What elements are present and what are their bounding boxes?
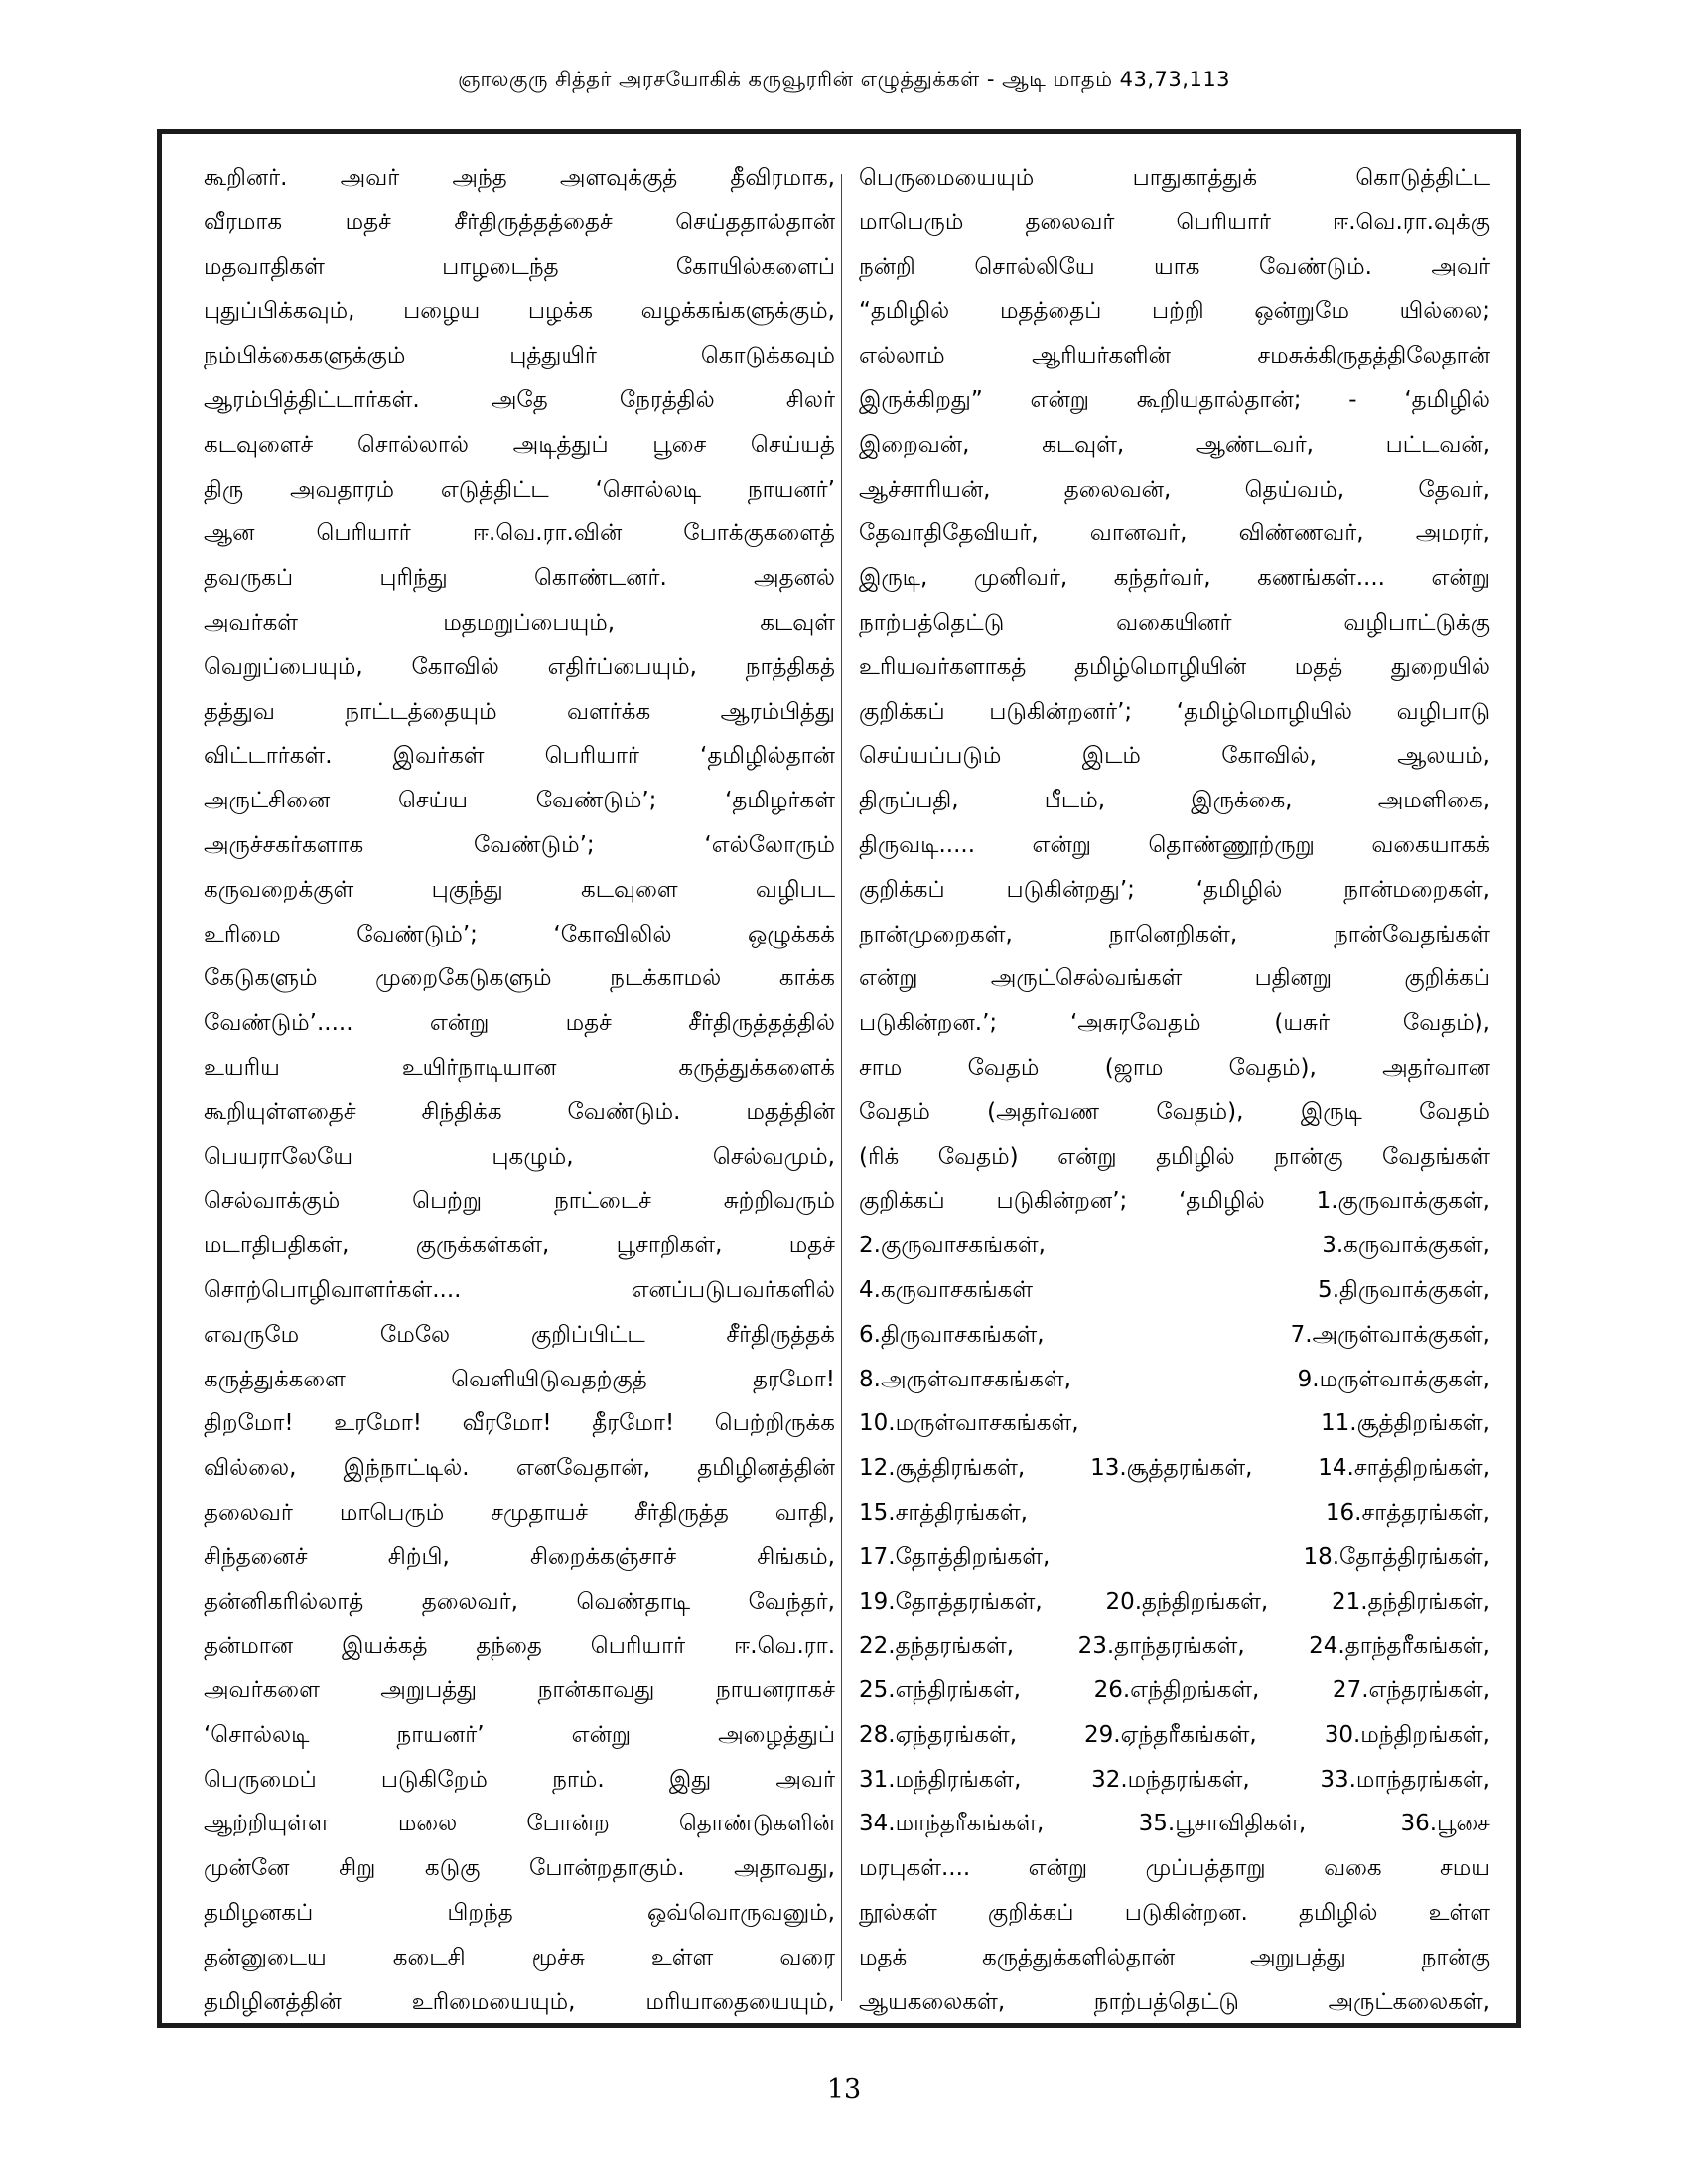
text-line: திறமோ! உரமோ! வீரமோ! தீரமோ! பெற்றிருக்க (204, 1410, 835, 1437)
text-line: 28.ஏந்தரங்கள், 29.ஏந்தரீகங்கள், 30.மந்திறங்கள், (859, 1721, 1490, 1748)
text-line: “தமிழில் மதத்தைப் பற்றி ஒன்றுமே யில்லை; (859, 298, 1490, 325)
text-line: கூறினர். அவர் அந்த அளவுக்குத் தீவிரமாக, (204, 165, 835, 191)
text-line: நம்பிக்கைகளுக்கும் புத்துயிர் கொடுக்கவும் (204, 343, 835, 369)
text-line: அருச்சகர்களாக வேண்டும்’; ‘எல்லோரும் (204, 831, 835, 858)
text-line: மதக் கருத்துக்களில்தான் அறுபத்து நான்கு (859, 1944, 1490, 1970)
text-line: இருக்கிறது” என்று கூறியதால்தான்; - ‘தமிழில் (859, 386, 1490, 413)
text-line: மடாதிபதிகள், குருக்கள்கள், பூசாறிகள், மதச் (204, 1233, 835, 1259)
text-line: 34.மாந்தரீகங்கள், 35.பூசாவிதிகள், 36.பூசை (859, 1811, 1490, 1837)
text-line: தன்மான இயக்கத் தந்தை பெரியார் ஈ.வெ.ரா. (204, 1633, 835, 1660)
text-line: குறிக்கப் படுகின்றது’; ‘தமிழில் நான்மறைகள், (859, 876, 1490, 903)
text-line: உரியவர்களாகத் தமிழ்மொழியின் மதத் துறையில் (859, 654, 1490, 680)
text-line: கூறியுள்ளதைச் சிந்திக்க வேண்டும். மதத்தின் (204, 1098, 835, 1125)
text-line: உயரிய உயிர்நாடியான கருத்துக்களைக் (204, 1054, 835, 1081)
text-line: 4.கருவாசகங்கள் 5.திருவாக்குகள், (859, 1276, 1490, 1303)
text-line: அவர்கள் மதமறுப்பையும், கடவுள் (204, 609, 835, 636)
text-line: 8.அருள்வாசகங்கள், 9.மருள்வாக்குகள், (859, 1366, 1490, 1392)
text-line: வில்லை, இந்நாட்டில். எனவேதான், தமிழினத்தின் (204, 1455, 835, 1482)
text-line: படுகின்றன.’; ‘அசுரவேதம் (யசுர் வேதம்), (859, 1010, 1490, 1037)
text-line: தலைவர் மாபெரும் சமுதாயச் சீர்திருத்த வாதி, (204, 1499, 835, 1526)
text-line: நன்றி சொல்லியே யாக வேண்டும். அவர் (859, 253, 1490, 280)
text-line: ‘சொல்லடி நாயனர்’ என்று அழைத்துப் (204, 1721, 835, 1748)
text-line: 10.மருள்வாசகங்கள், 11.சூத்திறங்கள், (859, 1410, 1490, 1437)
text-line: 25.எந்திரங்கள், 26.எந்திறங்கள், 27.எந்தரங்கள், (859, 1677, 1490, 1704)
text-line: வேண்டும்’..... என்று மதச் சீர்திருத்தத்தில் (204, 1010, 835, 1037)
text-line: ஆன பெரியார் ஈ.வெ.ரா.வின் போக்குகளைத் (204, 520, 835, 547)
text-line: நூல்கள் குறிக்கப் படுகின்றன. தமிழில் உள்ள (859, 1900, 1490, 1927)
column-divider (841, 174, 842, 2001)
text-line: 31.மந்திரங்கள், 32.மந்தரங்கள், 33.மாந்தரங்கள், (859, 1766, 1490, 1793)
text-line: ஆரம்பித்திட்டார்கள். அதே நேரத்தில் சிலர் (204, 386, 835, 413)
text-line: வெறுப்பையும், கோவில் எதிர்ப்பையும், நாத்திகத் (204, 654, 835, 680)
text-line: தவருகப் புரிந்து கொண்டனர். அதனல் (204, 565, 835, 592)
text-line: மாபெரும் தலைவர் பெரியார் ஈ.வெ.ரா.வுக்கு (859, 209, 1490, 235)
text-line: வேதம் (அதர்வண வேதம்), இருடி வேதம் (859, 1098, 1490, 1125)
text-line: புதுப்பிக்கவும், பழைய பழக்க வழக்கங்களுக்கும், (204, 298, 835, 325)
text-line: அருட்சினை செய்ய வேண்டும்’; ‘தமிழர்கள் (204, 788, 835, 814)
text-line: திருப்பதி, பீடம், இருக்கை, அமளிகை, (859, 788, 1490, 814)
left-column (204, 156, 835, 2024)
text-line: எல்லாம் ஆரியர்களின் சமசுக்கிருதத்திலேதான் (859, 343, 1490, 369)
text-line: 22.தந்தரங்கள், 23.தாந்தரங்கள், 24.தாந்தரீகங்கள், (859, 1633, 1490, 1660)
text-line: 6.திருவாசகங்கள், 7.அருள்வாக்குகள், (859, 1321, 1490, 1348)
text-line: தன்னிகரில்லாத் தலைவர், வெண்தாடி வேந்தர், (204, 1588, 835, 1615)
text-line: உரிமை வேண்டும்’; ‘கோவிலில் ஒழுக்கக் (204, 921, 835, 947)
text-line: விட்டார்கள். இவர்கள் பெரியார் ‘தமிழில்தான் (204, 743, 835, 770)
text-line: வீரமாக மதச் சீர்திருத்தத்தைச் செய்ததால்தான் (204, 209, 835, 235)
text-line: கடவுளைச் சொல்லால் அடித்துப் பூசை செய்யத் (204, 431, 835, 458)
text-line: 12.சூத்திரங்கள், 13.சூத்தரங்கள், 14.சாத்திறங்கள், (859, 1455, 1490, 1482)
text-line: கருவறைக்குள் புகுந்து கடவுளை வழிபட (204, 876, 835, 903)
text-line: தன்னுடைய கடைசி மூச்சு உள்ள வரை (204, 1944, 835, 1970)
text-line: பெயராலேயே புகழும், செல்வமும், (204, 1143, 835, 1170)
text-line: ஆயகலைகள், நாற்பத்தெட்டு அருட்கலைகள், (859, 1988, 1490, 2015)
text-line: ஆச்சாரியன், தலைவன், தெய்வம், தேவர், (859, 476, 1490, 503)
text-line: தமிழினத்தின் உரிமையையும், மரியாதையையும், (204, 1988, 835, 2015)
text-line: எவருமே மேலே குறிப்பிட்ட சீர்திருத்தக் (204, 1321, 835, 1348)
right-column (859, 156, 1490, 2024)
text-line: சொற்பொழிவாளர்கள்.... எனப்படுபவர்களில் (204, 1276, 835, 1303)
text-line: கேடுகளும் முறைகேடுகளும் நடக்காமல் காக்க (204, 965, 835, 992)
text-line: தேவாதிதேவியர், வானவர், விண்ணவர், அமரர், (859, 520, 1490, 547)
text-line: 17.தோத்திறங்கள், 18.தோத்திரங்கள், (859, 1543, 1490, 1570)
text-line: கருத்துக்களை வெளியிடுவதற்குத் தரமோ! (204, 1366, 835, 1392)
text-line: சாம வேதம் (ஜாம வேதம்), அதர்வான (859, 1054, 1490, 1081)
page-number: 13 (826, 2074, 862, 2105)
text-line: இறைவன், கடவுள், ஆண்டவர், பட்டவன், (859, 431, 1490, 458)
text-line: நாற்பத்தெட்டு வகையினர் வழிபாட்டுக்கு (859, 609, 1490, 636)
text-line: 19.தோத்தரங்கள், 20.தந்திறங்கள், 21.தந்திரங்கள், (859, 1588, 1490, 1615)
text-line: மதவாதிகள் பாழடைந்த கோயில்களைப் (204, 253, 835, 280)
text-line: 2.குருவாசகங்கள், 3.கருவாக்குகள், (859, 1233, 1490, 1259)
running-header: ஞாலகுரு சித்தர் அரசயோகிக் கருவூரரின் எழுத்துக்கள் - ஆடி மாதம் 43,73,113 (457, 68, 1231, 91)
text-line: அவர்களை அறுபத்து நான்காவது நாயனராகச் (204, 1677, 835, 1704)
text-line: செய்யப்படும் இடம் கோவில், ஆலயம், (859, 743, 1490, 770)
text-line: பெருமையையும் பாதுகாத்துக் கொடுத்திட்ட (859, 165, 1490, 191)
text-line: குறிக்கப் படுகின்றனர்’; ‘தமிழ்மொழியில் வழிபாடு (859, 698, 1490, 725)
text-frame (157, 129, 1521, 2028)
text-line: நான்முறைகள், நானெறிகள், நான்வேதங்கள் (859, 921, 1490, 947)
text-line: 15.சாத்திரங்கள், 16.சாத்தரங்கள், (859, 1499, 1490, 1526)
text-line: திரு அவதாரம் எடுத்திட்ட ‘சொல்லடி நாயனர்’ (204, 476, 835, 503)
text-line: குறிக்கப் படுகின்றன’; ‘தமிழில் 1.குருவாக்குகள், (859, 1188, 1490, 1215)
text-line: மரபுகள்.... என்று முப்பத்தாறு வகை சமய (859, 1855, 1490, 1882)
text-line: என்று அருட்செல்வங்கள் பதினறு குறிக்கப் (859, 965, 1490, 992)
text-line: சிந்தனைச் சிற்பி, சிறைக்கஞ்சாச் சிங்கம், (204, 1543, 835, 1570)
text-line: திருவடி..... என்று தொண்ணூற்ருறு வகையாகக் (859, 831, 1490, 858)
text-line: (ரிக் வேதம்) என்று தமிழில் நான்கு வேதங்கள் (859, 1143, 1490, 1170)
text-line: தத்துவ நாட்டத்தையும் வளர்க்க ஆரம்பித்து (204, 698, 835, 725)
text-line: முன்னே சிறு கடுகு போன்றதாகும். அதாவது, (204, 1855, 835, 1882)
text-line: இருடி, முனிவர், கந்தர்வர், கணங்கள்.... என்று (859, 565, 1490, 592)
text-line: செல்வாக்கும் பெற்று நாட்டைச் சுற்றிவரும் (204, 1188, 835, 1215)
text-line: பெருமைப் படுகிறேம் நாம். இது அவர் (204, 1766, 835, 1793)
text-line: ஆற்றியுள்ள மலை போன்ற தொண்டுகளின் (204, 1811, 835, 1837)
text-line: தமிழனகப் பிறந்த ஒவ்வொருவனும், (204, 1900, 835, 1927)
